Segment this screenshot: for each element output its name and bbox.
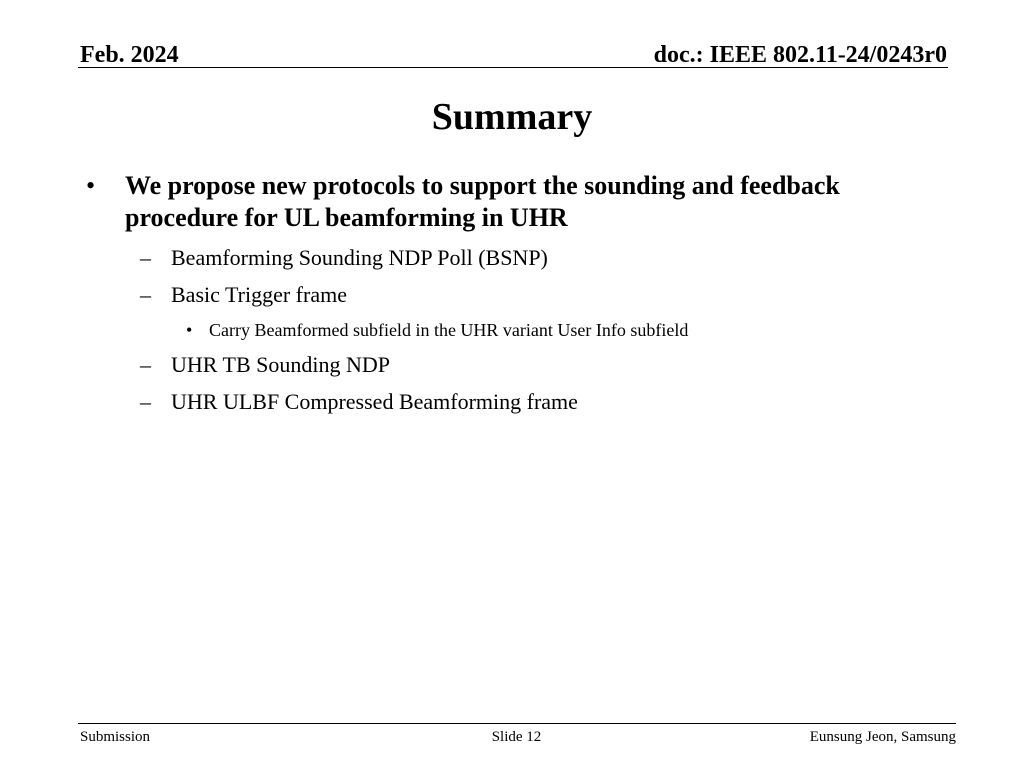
bullet-marker: • (86, 171, 96, 200)
subsub-bullet-marker: • (186, 320, 193, 340)
sub-bullet-marker: – (140, 352, 151, 377)
header-divider (78, 67, 948, 68)
sub-bullet-marker: – (140, 282, 151, 307)
footer-divider (78, 723, 956, 724)
sub-bullet-tb-sounding: UHR TB Sounding NDP (171, 352, 391, 377)
sub-bullet-marker: – (140, 245, 151, 270)
footer-author: Eunsung Jeon, Samsung (809, 729, 956, 745)
footer-submission: Submission (80, 729, 151, 745)
subsub-bullet-beamformed: Carry Beamformed subfield in the UHR variant User Info subfield (209, 320, 689, 340)
footer-slide-number: Slide 12 (491, 729, 542, 745)
slide-title: Summary (431, 96, 593, 138)
sub-bullet-marker: – (140, 389, 151, 414)
sub-bullet-bsnp: Beamforming Sounding NDP Poll (BSNP) (171, 245, 548, 270)
header-date: Feb. 2024 (80, 42, 179, 68)
header-doc-id: doc.: IEEE 802.11-24/0243r0 (653, 42, 947, 68)
sub-bullet-basic-trigger: Basic Trigger frame (171, 282, 347, 307)
sub-bullet-ulbf-frame: UHR ULBF Compressed Beamforming frame (171, 389, 578, 414)
main-bullet-text: We propose new protocols to support the sounding and feedback procedure for UL beamforming in UHR (125, 171, 840, 232)
